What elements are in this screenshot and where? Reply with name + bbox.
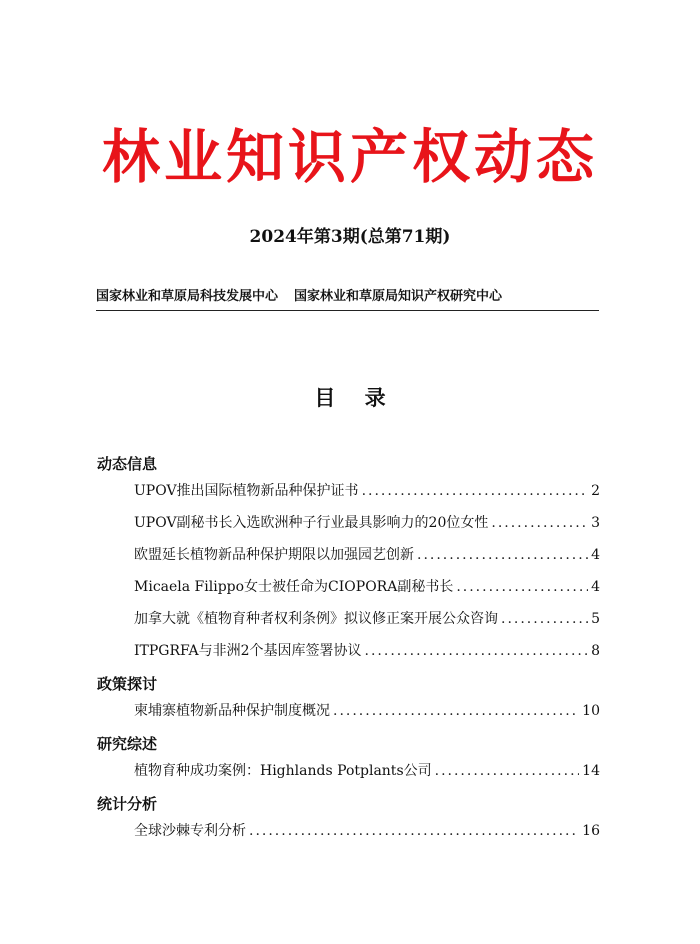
toc-entry-title: Micaela Filippo女士被任命为CIOPORA副秘书长: [134, 579, 454, 595]
toc-leader-dots: [333, 695, 579, 727]
toc-leader-dots: [456, 571, 588, 603]
publisher-line: [96, 287, 599, 307]
publisher-org: 国家林业和草原局知识产权研究中心: [294, 289, 503, 304]
toc-entry-title: 欧盟延长植物新品种保护期限以加强园艺创新: [134, 547, 414, 563]
toc-section-heading: 动态信息: [97, 455, 158, 473]
toc-leader-dots: [501, 603, 588, 635]
header-divider: [96, 310, 599, 311]
toc-leader-dots: [362, 475, 589, 507]
toc-leader-dots: [249, 815, 579, 847]
issue-number: 2024年第3期(总第71期): [249, 227, 451, 247]
toc-leader-dots: [365, 635, 589, 667]
toc-page-number: 4: [591, 547, 600, 563]
toc-entry-title: 加拿大就《植物育种者权利条例》拟议修正案开展公众咨询: [134, 611, 498, 627]
toc-entry[interactable]: [134, 571, 600, 603]
toc-entry-title: 植物育种成功案例：Highlands Potplants公司: [134, 763, 432, 779]
toc-page-number: 2: [591, 483, 600, 499]
toc-entry[interactable]: [134, 755, 600, 787]
toc-entry[interactable]: [134, 507, 600, 539]
toc-heading: 目 录: [314, 385, 386, 410]
toc-leader-dots: [491, 507, 588, 539]
toc-page-number: 10: [582, 703, 600, 719]
toc-entry[interactable]: [134, 695, 600, 727]
toc-entry[interactable]: [134, 815, 600, 847]
toc-entry-title: UPOV推出国际植物新品种保护证书: [134, 483, 359, 499]
toc-entry[interactable]: [134, 603, 600, 635]
toc-entry-title: 全球沙棘专利分析: [134, 823, 246, 839]
toc-page-number: 16: [582, 823, 600, 839]
toc-section-heading: 研究综述: [97, 735, 158, 753]
toc-page-number: 4: [591, 579, 600, 595]
toc-page-number: 8: [591, 643, 600, 659]
toc-section-heading: 政策探讨: [97, 675, 158, 693]
publication-title: 林业知识产权动态: [101, 123, 598, 191]
toc-leader-dots: [417, 539, 588, 571]
toc-page-number: 5: [591, 611, 600, 627]
toc-entry[interactable]: [134, 475, 600, 507]
table-of-contents: [97, 453, 600, 847]
publisher-org: 国家林业和草原局科技发展中心: [96, 289, 279, 304]
toc-entry-title: 柬埔寨植物新品种保护制度概况: [134, 703, 330, 719]
toc-leader-dots: [435, 755, 580, 787]
toc-section-heading: 统计分析: [97, 795, 158, 813]
toc-entry-title: ITPGRFA与非洲2个基因库签署协议: [134, 643, 362, 659]
toc-page-number: 3: [591, 515, 600, 531]
toc-entry[interactable]: [134, 635, 600, 667]
toc-entry-title: UPOV副秘书长入选欧洲种子行业最具影响力的20位女性: [134, 515, 489, 531]
toc-entry[interactable]: [134, 539, 600, 571]
toc-page-number: 14: [582, 763, 600, 779]
